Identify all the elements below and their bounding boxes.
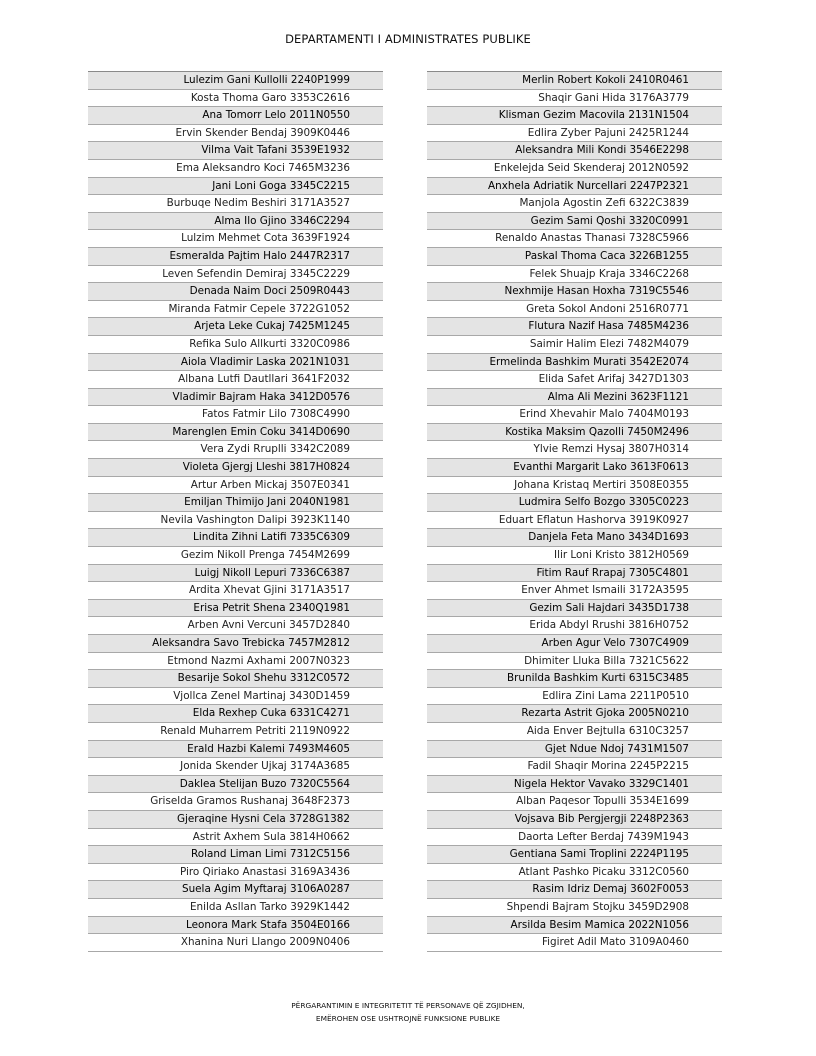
list-item: Elida Safet Arifaj 3427D1303 <box>427 371 722 389</box>
list-item: Vladimir Bajram Haka 3412D0576 <box>88 389 383 407</box>
list-item: Shaqir Gani Hida 3176A3779 <box>427 90 722 108</box>
list-item: Gezim Sami Qoshi 3320C0991 <box>427 213 722 231</box>
list-item: Figiret Adil Mato 3109A0460 <box>427 934 722 952</box>
list-item: Danjela Feta Mano 3434D1693 <box>427 529 722 547</box>
list-item: Astrit Axhem Sula 3814H0662 <box>88 829 383 847</box>
list-item: Lulezim Gani Kullolli 2240P1999 <box>88 72 383 90</box>
list-item: Flutura Nazif Hasa 7485M4236 <box>427 318 722 336</box>
list-item: Ana Tomorr Lelo 2011N0550 <box>88 107 383 125</box>
right-name-list <box>427 71 722 952</box>
list-item: Esmeralda Pajtim Halo 2447R2317 <box>88 248 383 266</box>
list-item: Miranda Fatmir Cepele 3722G1052 <box>88 301 383 319</box>
list-item: Alma Ilo Gjino 3346C2294 <box>88 213 383 231</box>
footer-line-1: PËRGARANTIMIN E INTEGRITETIT TË PERSONAVE QË ZGJIDHEN, <box>291 1001 525 1010</box>
list-item: Paskal Thoma Caca 3226B1255 <box>427 248 722 266</box>
footer-line-2: EMËROHEN OSE USHTROJNË FUNKSIONE PUBLIKE <box>315 1014 501 1023</box>
list-item: Arsilda Besim Mamica 2022N1056 <box>427 917 722 935</box>
list-item: Jonida Skender Ujkaj 3174A3685 <box>88 758 383 776</box>
list-item: Vojsava Bib Pergjergji 2248P2363 <box>427 811 722 829</box>
list-item: Fitim Rauf Rrapaj 7305C4801 <box>427 565 722 583</box>
list-item: Vera Zydi Rruplli 3342C2089 <box>88 441 383 459</box>
list-item: Besarije Sokol Shehu 3312C0572 <box>88 670 383 688</box>
list-item: Ilir Loni Kristo 3812H0569 <box>427 547 722 565</box>
list-item: Fatos Fatmir Lilo 7308C4990 <box>88 406 383 424</box>
list-item: Gezim Nikoll Prenga 7454M2699 <box>88 547 383 565</box>
list-item: Piro Qiriako Anastasi 3169A3436 <box>88 864 383 882</box>
list-item: Evanthi Margarit Lako 3613F0613 <box>427 459 722 477</box>
list-item: Fadil Shaqir Morina 2245P2215 <box>427 758 722 776</box>
list-item: Renald Muharrem Petriti 2119N0922 <box>88 723 383 741</box>
list-item: Alma Ali Mezini 3623F1121 <box>427 389 722 407</box>
list-item: Elda Rexhep Cuka 6331C4271 <box>88 705 383 723</box>
list-item: Anxhela Adriatik Nurcellari 2247P2321 <box>427 178 722 196</box>
list-item: Ermelinda Bashkim Murati 3542E2074 <box>427 354 722 372</box>
list-item: Vjollca Zenel Martinaj 3430D1459 <box>88 688 383 706</box>
list-item: Griselda Gramos Rushanaj 3648F2373 <box>88 793 383 811</box>
list-item: Aiola Vladimir Laska 2021N1031 <box>88 354 383 372</box>
page-footer <box>0 999 816 1025</box>
list-item: Emiljan Thimijo Jani 2040N1981 <box>88 494 383 512</box>
list-item: Xhanina Nuri Llango 2009N0406 <box>88 934 383 952</box>
list-item: Erind Xhevahir Malo 7404M0193 <box>427 406 722 424</box>
list-item: Brunilda Bashkim Kurti 6315C3485 <box>427 670 722 688</box>
list-item: Etmond Nazmi Axhami 2007N0323 <box>88 653 383 671</box>
list-item: Merlin Robert Kokoli 2410R0461 <box>427 72 722 90</box>
list-item: Violeta Gjergj Lleshi 3817H0824 <box>88 459 383 477</box>
list-item: Erald Hazbi Kalemi 7493M4605 <box>88 741 383 759</box>
list-item: Refika Sulo Allkurti 3320C0986 <box>88 336 383 354</box>
list-item: Lindita Zihni Latifi 7335C6309 <box>88 529 383 547</box>
list-item: Renaldo Anastas Thanasi 7328C5966 <box>427 230 722 248</box>
list-item: Erisa Petrit Shena 2340Q1981 <box>88 600 383 618</box>
list-item: Rezarta Astrit Gjoka 2005N0210 <box>427 705 722 723</box>
list-item: Marenglen Emin Coku 3414D0690 <box>88 424 383 442</box>
list-item: Arben Agur Velo 7307C4909 <box>427 635 722 653</box>
list-item: Felek Shuajp Kraja 3346C2268 <box>427 266 722 284</box>
list-item: Ervin Skender Bendaj 3909K0446 <box>88 125 383 143</box>
list-item: Arben Avni Vercuni 3457D2840 <box>88 617 383 635</box>
list-item: Greta Sokol Andoni 2516R0771 <box>427 301 722 319</box>
list-item: Shpendi Bajram Stojku 3459D2908 <box>427 899 722 917</box>
list-item: Saimir Halim Elezi 7482M4079 <box>427 336 722 354</box>
list-item: Eduart Eflatun Hashorva 3919K0927 <box>427 512 722 530</box>
left-name-list <box>88 71 383 952</box>
list-item: Roland Liman Limi 7312C5156 <box>88 846 383 864</box>
list-item: Nigela Hektor Vavako 3329C1401 <box>427 776 722 794</box>
list-item: Leven Sefendin Demiraj 3345C2229 <box>88 266 383 284</box>
list-item: Albana Lutfi Dautllari 3641F2032 <box>88 371 383 389</box>
list-item: Arjeta Leke Cukaj 7425M1245 <box>88 318 383 336</box>
list-item: Johana Kristaq Mertiri 3508E0355 <box>427 477 722 495</box>
list-item: Enkelejda Seid Skenderaj 2012N0592 <box>427 160 722 178</box>
list-item: Kostika Maksim Qazolli 7450M2496 <box>427 424 722 442</box>
list-item: Jani Loni Goga 3345C2215 <box>88 178 383 196</box>
list-item: Ema Aleksandro Koci 7465M3236 <box>88 160 383 178</box>
list-item: Ylvie Remzi Hysaj 3807H0314 <box>427 441 722 459</box>
list-item: Artur Arben Mickaj 3507E0341 <box>88 477 383 495</box>
list-item: Manjola Agostin Zefi 6322C3839 <box>427 195 722 213</box>
list-item: Lulzim Mehmet Cota 3639F1924 <box>88 230 383 248</box>
list-item: Edlira Zyber Pajuni 2425R1244 <box>427 125 722 143</box>
list-item: Aleksandra Mili Kondi 3546E2298 <box>427 142 722 160</box>
list-item: Rasim Idriz Demaj 3602F0053 <box>427 881 722 899</box>
list-item: Enilda Asllan Tarko 3929K1442 <box>88 899 383 917</box>
list-item: Edlira Zini Lama 2211P0510 <box>427 688 722 706</box>
list-item: Gezim Sali Hajdari 3435D1738 <box>427 600 722 618</box>
list-item: Suela Agim Myftaraj 3106A0287 <box>88 881 383 899</box>
list-item: Dhimiter Lluka Billa 7321C5622 <box>427 653 722 671</box>
list-item: Daorta Lefter Berdaj 7439M1943 <box>427 829 722 847</box>
list-item: Nexhmije Hasan Hoxha 7319C5546 <box>427 283 722 301</box>
list-item: Vilma Vait Tafani 3539E1932 <box>88 142 383 160</box>
list-item: Kosta Thoma Garo 3353C2616 <box>88 90 383 108</box>
list-item: Enver Ahmet Ismaili 3172A3595 <box>427 582 722 600</box>
list-item: Aida Enver Bejtulla 6310C3257 <box>427 723 722 741</box>
list-item: Daklea Stelijan Buzo 7320C5564 <box>88 776 383 794</box>
list-item: Klisman Gezim Macovila 2131N1504 <box>427 107 722 125</box>
list-item: Erida Abdyl Rrushi 3816H0752 <box>427 617 722 635</box>
page-title: DEPARTAMENTI I ADMINISTRATES PUBLIKE <box>285 32 531 46</box>
list-item: Luigj Nikoll Lepuri 7336C6387 <box>88 565 383 583</box>
list-item: Aleksandra Savo Trebicka 7457M2812 <box>88 635 383 653</box>
list-item: Burbuqe Nedim Beshiri 3171A3527 <box>88 195 383 213</box>
list-item: Gentiana Sami Troplini 2224P1195 <box>427 846 722 864</box>
list-item: Ludmira Selfo Bozgo 3305C0223 <box>427 494 722 512</box>
list-item: Gjet Ndue Ndoj 7431M1507 <box>427 741 722 759</box>
list-item: Nevila Vashington Dalipi 3923K1140 <box>88 512 383 530</box>
list-item: Ardita Xhevat Gjini 3171A3517 <box>88 582 383 600</box>
list-item: Leonora Mark Stafa 3504E0166 <box>88 917 383 935</box>
list-item: Alban Paqesor Topulli 3534E1699 <box>427 793 722 811</box>
list-item: Gjeraqine Hysni Cela 3728G1382 <box>88 811 383 829</box>
list-item: Denada Naim Doci 2509R0443 <box>88 283 383 301</box>
list-item: Atlant Pashko Picaku 3312C0560 <box>427 864 722 882</box>
